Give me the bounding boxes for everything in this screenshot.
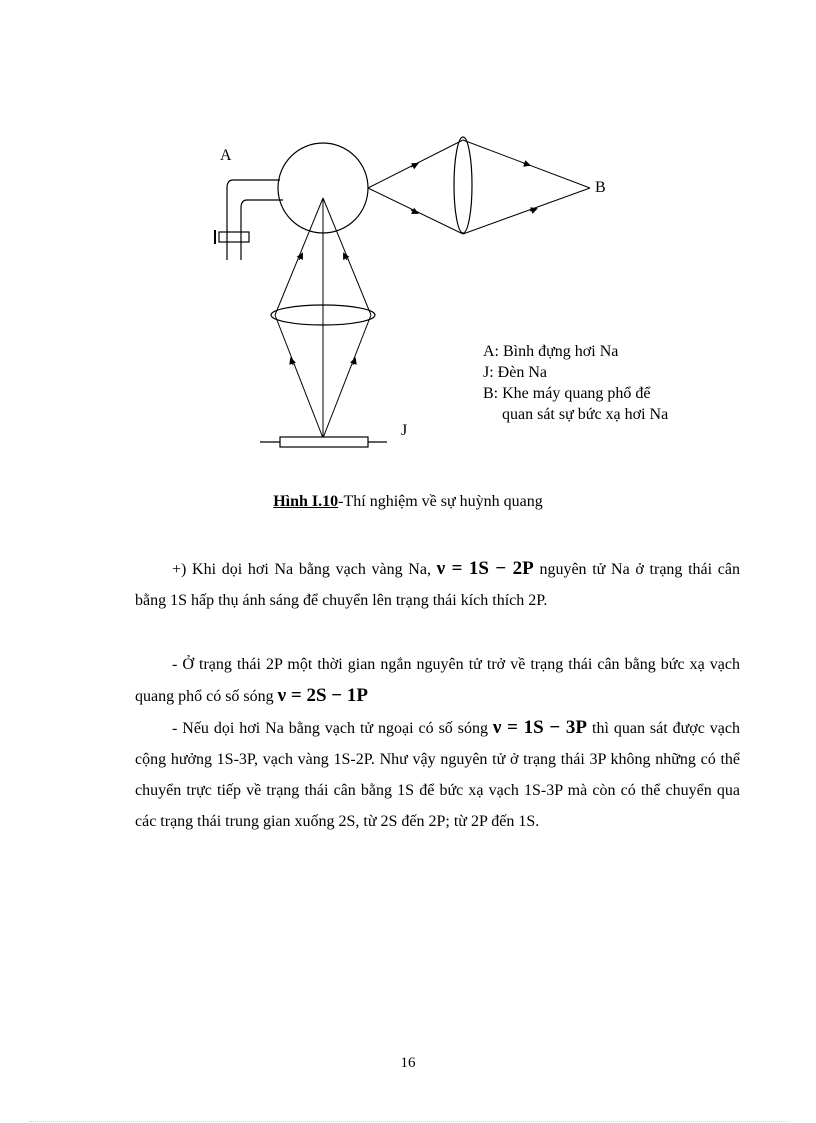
vessel-tube-outer [227,180,280,260]
caption-text: -Thí nghiệm về sự huỳnh quang [338,493,543,510]
bottom-divider [30,1121,786,1122]
ray-j-right [323,315,371,438]
ray-upper-to-lens [368,140,463,188]
label-b: B [595,179,606,196]
formula-1: ν = 1S − 2P [436,558,534,579]
paragraph-1 [135,553,740,616]
paragraph-2 [135,649,740,712]
vessel-tube-inner [241,200,283,260]
ray-j-left [275,315,323,438]
ray-lower-to-lens [368,188,463,234]
ray-lens-right [323,198,371,315]
ray-lower-to-b [463,188,590,234]
paragraph-1-before: +) Khi dọi hơi Na bằng vạch vàng Na, [172,561,437,578]
vertical-lens [454,137,472,233]
ray-lens-left [275,198,323,315]
sodium-lamp [280,437,368,447]
caption-label: Hình I.10 [273,493,339,510]
paragraph-3-after: thì quan sát được vạch cộng hưởng 1S-3P, vạch vàng 1S-2P. Như vậy nguyên tử ở trạng thái 3P không những có thể chuyển trực tiếp về trạng thái cân bằng 1S để bức xạ vạch 1S-3P mà còn có thể chuyển qua các trạng thái trung gian xuống 2S, từ 2S đến 2P; từ 2P đến 1S. [135,720,741,830]
label-a: A [220,147,232,164]
legend-line-a: A: Bình đựng hơi Na [483,343,619,360]
paragraph-3 [135,712,740,837]
page-number: 16 [400,1055,416,1071]
paragraph-3-before: - Nếu dọi hơi Na bằng vạch tử ngoại có số sóng [172,720,493,737]
legend-line-b: B: Khe máy quang phổ để [483,385,651,402]
paragraph-2-before: - Ở trạng thái 2P một thời gian ngắn nguyên tử trở về trạng thái cân bằng bức xạ vạch quang phổ có số sóng [135,656,740,705]
legend-line-b-cont: quan sát sự bức xạ hơi Na [502,406,669,423]
paragraph-1-after: nguyên tử Na ở trạng thái cân bằng 1S hấp thụ ánh sáng để chuyển lên trạng thái kích thích 2P. [135,561,741,609]
figure-caption [0,493,816,511]
label-j: J [401,422,408,439]
formula-2: ν = 2S − 1P [277,685,368,706]
formula-3: ν = 1S − 3P [492,717,588,738]
tube-clamp [219,232,249,242]
fluorescence-experiment-diagram [205,130,725,460]
legend-line-j: J: Đèn Na [483,364,547,381]
